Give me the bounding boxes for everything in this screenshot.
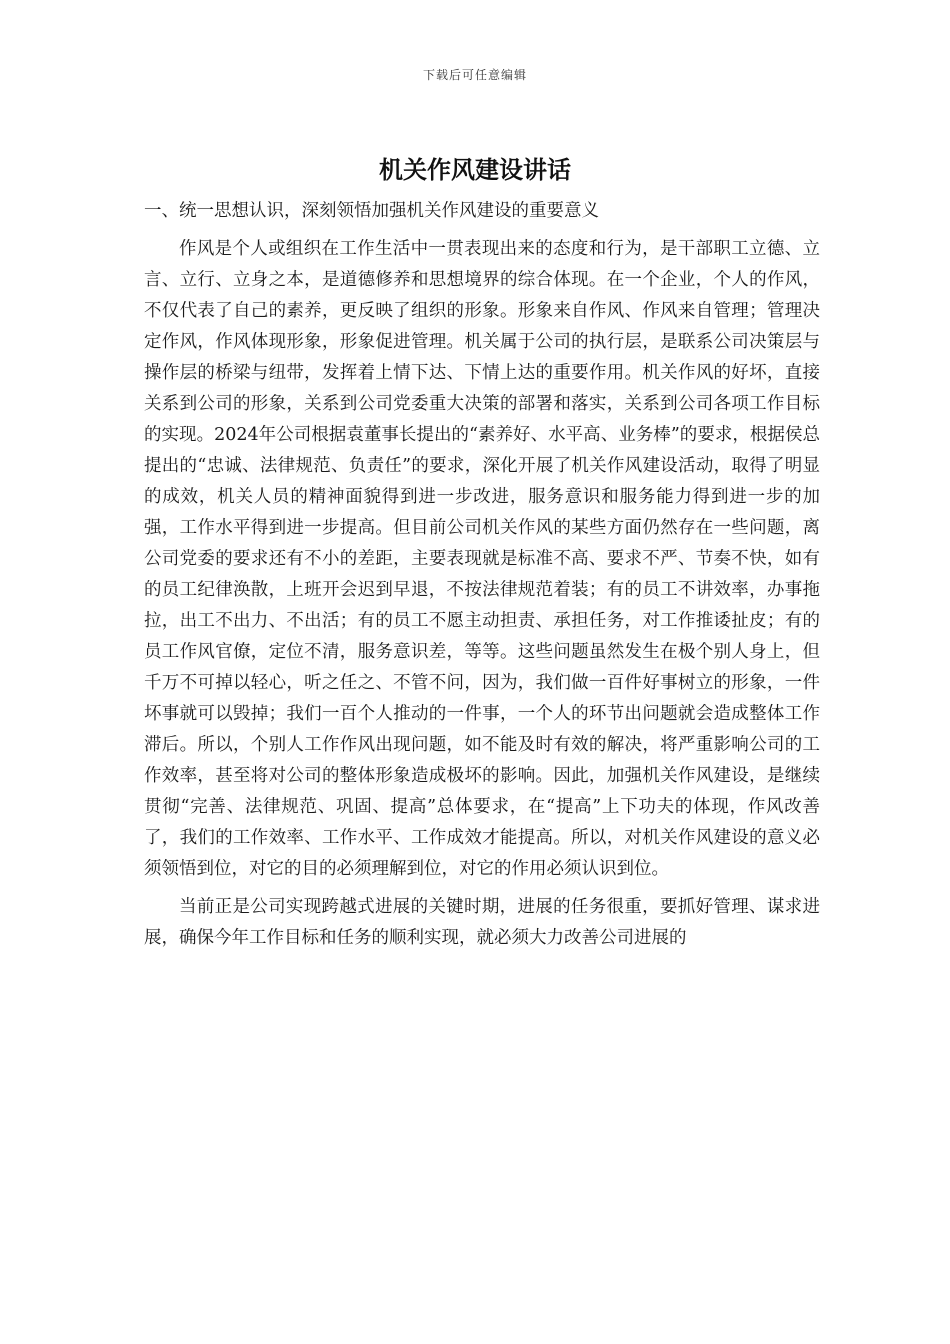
paragraph-2: 当前正是公司实现跨越式进展的关键时期，进展的任务很重，要抓好管理、谋求进展，确保今年工作目标和任务的顺利实现，就必须大力改善公司进展的 xyxy=(144,897,820,948)
page-header-note: 下载后可任意编辑 xyxy=(422,68,527,82)
document-title: 机关作风建设讲话 xyxy=(379,156,571,184)
document-body xyxy=(144,196,820,954)
section-heading: 一、统一思想认识，深刻领悟加强机关作风建设的重要意义 xyxy=(144,201,599,221)
paragraph-1: 作风是个人或组织在工作生活中一贯表现出来的态度和行为，是干部职工立德、立言、立行、立身之本，是道德修养和思想境界的综合体现。在一个企业，个人的作风，不仅代表了自己的素养，更反映了组织的形象。形象来自作风、作风来自管理；管理决定作风，作风体现形象，形象促进管理。机关属于公司的执行层，是联系公司决策层与操作层的桥梁与纽带，发挥着上情下达、下情上达的重要作用。机关作风的好坏，直接关系到公司的形象，关系到公司党委重大决策的部署和落实，关系到公司各项工作目标的实现。2024年公司根据袁董事长提出的“素养好、水平高、业务棒”的要求，根据侯总提出的“忠诚、法律规范、负责任”的要求，深化开展了机关作风建设活动，取得了明显的成效，机关人员的精神面貌得到进一步改进，服务意识和服务能力得到进一步的加强，工作水平得到进一步提高。但目前公司机关作风的某些方面仍然存在一些问题，离公司党委的要求还有不小的差距，主要表现就是标准不高、要求不严、节奏不快，如有的员工纪律涣散，上班开会迟到早退，不按法律规范着装；有的员工不讲效率，办事拖拉，出工不出力、不出活；有的员工不愿主动担责、承担任务，对工作推诿扯皮；有的员工作风官僚，定位不清，服务意识差，等等。这些问题虽然发生在极个别人身上，但千万不可掉以轻心，听之任之、不管不问，因为，我们做一百件好事树立的形象，一件坏事就可以毁掉；我们一百个人推动的一件事，一个人的环节出问题就会造成整体工作滞后。所以，个别人工作作风出现问题，如不能及时有效的解决，将严重影响公司的工作效率，甚至将对公司的整体形象造成极坏的影响。因此，加强机关作风建设，是继续贯彻“完善、法律规范、巩固、提高”总体要求，在“提高”上下功夫的体现，作风改善了，我们的工作效率、工作水平、工作成效才能提高。所以，对机关作风建设的意义必须领悟到位，对它的目的必须理解到位，对它的作用必须认识到位。 xyxy=(144,239,820,879)
